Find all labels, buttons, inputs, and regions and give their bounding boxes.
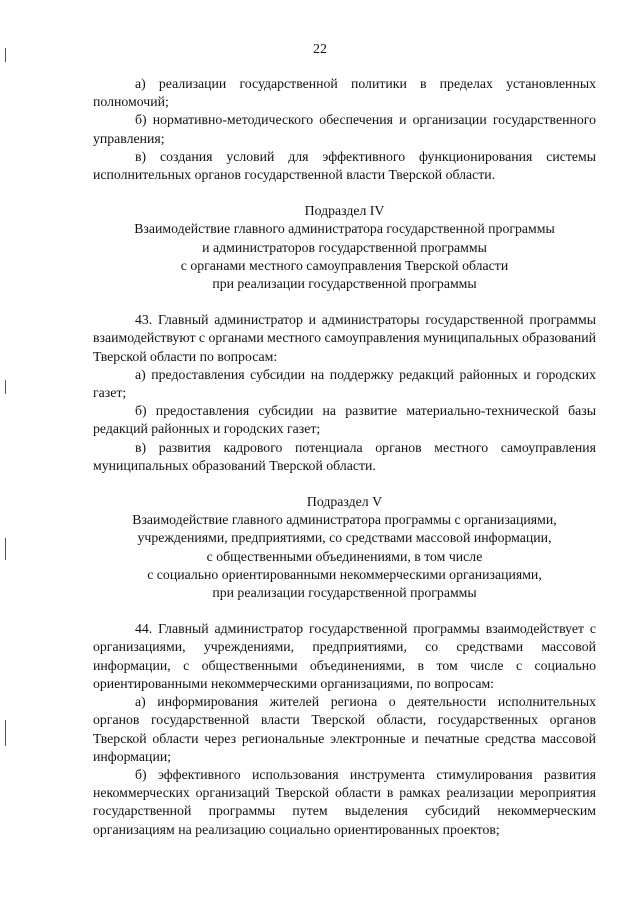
margin-mark <box>5 538 6 560</box>
section-heading-line: Взаимодействие главного администратора государственной программы <box>134 221 555 237</box>
paragraph: а) информирования жителей региона о деятельности исполнительных органов государственной власти Тверской области, государственных органов Тверской области через региональные электронные и печатные средства массовой информации; <box>93 694 596 764</box>
paragraph: а) реализации государственной политики в пределах установленных полномочий; <box>93 76 596 110</box>
section-title: Подраздел V <box>306 494 383 510</box>
section-heading-line: при реализации государственной программы <box>212 585 477 601</box>
section-heading-line: с социально ориентированными некоммерческими организациями, <box>147 566 542 582</box>
section-title: Подраздел IV <box>304 203 385 219</box>
page-number: 22 <box>313 42 327 57</box>
section-heading-line: учреждениями, предприятиями, со средствами массовой информации, <box>137 530 552 546</box>
paragraph: в) создания условий для эффективного функционирования системы исполнительных органов государственной власти Тверской области. <box>93 148 596 183</box>
paragraph: б) предоставления субсидии на развитие материально-технической базы редакций районных и городских газет; <box>93 403 596 437</box>
paragraph: б) эффективного использования инструмента стимулирования развития некоммерческих организаций Тверской области в рамках реализации мероприятия государственной программы путем выделения субсидий некоммерческим организациям на реализацию социально ориентированных проектов; <box>93 766 596 837</box>
paragraph: а) предоставления субсидии на поддержку редакций районных и городских газет; <box>93 366 596 401</box>
margin-mark <box>5 720 6 746</box>
section-heading-line: Взаимодействие главного администратора программы с организациями, <box>132 512 557 528</box>
section-heading-line: и администраторов государственной программы <box>202 239 487 255</box>
section-heading-line: с общественными объединениями, в том числе <box>206 548 483 564</box>
paragraph: б) нормативно-методического обеспечения и организации государственного управления; <box>93 112 596 146</box>
document-body <box>93 75 596 839</box>
section-heading-line: при реализации государственной программы <box>212 276 477 292</box>
paragraph: 43. Главный администратор и администраторы государственной программы взаимодействуют с органами местного самоуправления муниципальных образований Тверской области по вопросам: <box>93 312 596 364</box>
paragraph: в) развития кадрового потенциала органов местного самоуправления муниципальных образований Тверской области. <box>93 439 596 473</box>
paragraph: 44. Главный администратор государственной программы взаимодействует с организациями, учреждениями, предприятиями, со средствами массовой информации, с общественными объединениями, в том числе с социально ориентированными некоммерческими организациями, по вопросам: <box>93 621 596 691</box>
margin-mark <box>5 380 6 394</box>
section-heading-line: с органами местного самоуправления Тверской области <box>180 257 509 273</box>
